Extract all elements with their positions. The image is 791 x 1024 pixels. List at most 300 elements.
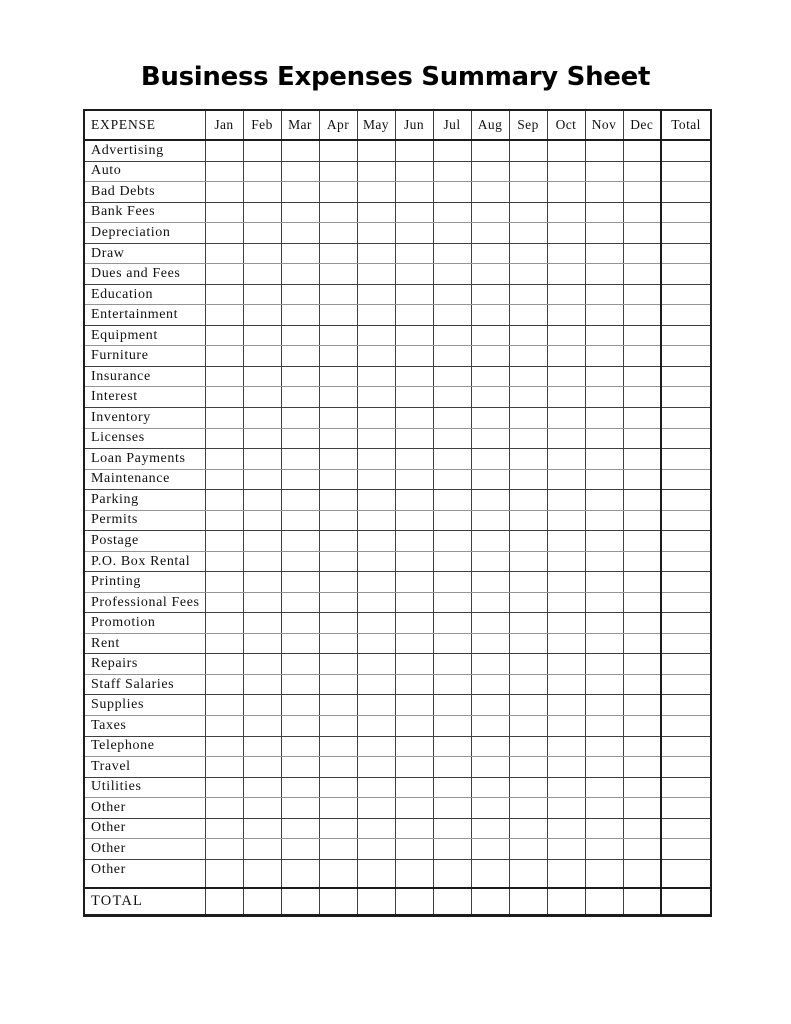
month-value-cell-aug xyxy=(471,140,509,161)
month-value-cell-mar xyxy=(281,346,319,367)
month-value-cell-jun xyxy=(395,757,433,778)
month-value-cell-aug xyxy=(471,366,509,387)
month-value-cell-aug xyxy=(471,284,509,305)
month-value-cell-dec xyxy=(623,305,661,326)
row-total-cell xyxy=(661,777,711,798)
month-value-cell-aug xyxy=(471,777,509,798)
month-value-cell-mar xyxy=(281,818,319,839)
month-value-cell-jun xyxy=(395,798,433,819)
month-value-cell-mar xyxy=(281,777,319,798)
month-value-cell-apr xyxy=(319,490,357,511)
month-value-cell-oct xyxy=(547,695,585,716)
month-value-cell-may xyxy=(357,428,395,449)
month-value-cell-dec xyxy=(623,449,661,470)
month-value-cell-oct xyxy=(547,182,585,203)
month-value-cell-oct xyxy=(547,592,585,613)
month-value-cell-apr xyxy=(319,408,357,429)
month-value-cell-may xyxy=(357,243,395,264)
month-value-cell-apr xyxy=(319,777,357,798)
expenses-summary-table xyxy=(83,109,712,917)
month-value-cell-feb xyxy=(243,428,281,449)
expense-label: Supplies xyxy=(84,695,205,716)
month-value-cell-aug xyxy=(471,449,509,470)
month-value-cell-jan xyxy=(205,654,243,675)
month-value-cell-nov xyxy=(585,305,623,326)
month-value-cell-feb xyxy=(243,633,281,654)
month-value-cell-nov xyxy=(585,531,623,552)
month-value-cell-oct xyxy=(547,490,585,511)
month-value-cell-jul xyxy=(433,572,471,593)
month-header-jun: Jun xyxy=(395,110,433,140)
month-value-cell-oct xyxy=(547,223,585,244)
month-value-cell-mar xyxy=(281,264,319,285)
month-header-jan: Jan xyxy=(205,110,243,140)
expense-label: Loan Payments xyxy=(84,449,205,470)
expense-rows xyxy=(84,140,711,888)
month-value-cell-jul xyxy=(433,798,471,819)
month-value-cell-may xyxy=(357,223,395,244)
month-value-cell-sep xyxy=(509,243,547,264)
month-value-cell-jul xyxy=(433,551,471,572)
month-value-cell-aug xyxy=(471,182,509,203)
month-value-cell-feb xyxy=(243,715,281,736)
month-value-cell-oct xyxy=(547,757,585,778)
month-value-cell-aug xyxy=(471,736,509,757)
total-month-cell-jun xyxy=(395,888,433,916)
month-value-cell-apr xyxy=(319,325,357,346)
month-value-cell-apr xyxy=(319,736,357,757)
month-value-cell-nov xyxy=(585,243,623,264)
month-value-cell-jul xyxy=(433,674,471,695)
month-value-cell-may xyxy=(357,182,395,203)
month-value-cell-nov xyxy=(585,140,623,161)
month-value-cell-jul xyxy=(433,325,471,346)
month-value-cell-mar xyxy=(281,223,319,244)
month-value-cell-mar xyxy=(281,490,319,511)
month-value-cell-oct xyxy=(547,654,585,675)
row-total-cell xyxy=(661,531,711,552)
month-value-cell-jun xyxy=(395,387,433,408)
month-value-cell-sep xyxy=(509,140,547,161)
month-value-cell-nov xyxy=(585,633,623,654)
month-value-cell-aug xyxy=(471,161,509,182)
month-value-cell-apr xyxy=(319,346,357,367)
expense-label: Promotion xyxy=(84,613,205,634)
month-header-mar: Mar xyxy=(281,110,319,140)
month-value-cell-nov xyxy=(585,161,623,182)
month-value-cell-mar xyxy=(281,408,319,429)
month-value-cell-jul xyxy=(433,736,471,757)
month-value-cell-jan xyxy=(205,490,243,511)
month-value-cell-mar xyxy=(281,325,319,346)
month-value-cell-apr xyxy=(319,428,357,449)
month-header-sep: Sep xyxy=(509,110,547,140)
expense-label: Travel xyxy=(84,757,205,778)
row-total-cell xyxy=(661,818,711,839)
month-value-cell-nov xyxy=(585,325,623,346)
month-value-cell-dec xyxy=(623,654,661,675)
month-value-cell-jun xyxy=(395,469,433,490)
month-value-cell-feb xyxy=(243,695,281,716)
month-value-cell-sep xyxy=(509,305,547,326)
month-value-cell-nov xyxy=(585,387,623,408)
expense-row xyxy=(84,284,711,305)
month-value-cell-apr xyxy=(319,264,357,285)
month-value-cell-mar xyxy=(281,695,319,716)
month-value-cell-mar xyxy=(281,531,319,552)
expense-row xyxy=(84,633,711,654)
month-value-cell-dec xyxy=(623,674,661,695)
month-value-cell-mar xyxy=(281,387,319,408)
month-value-cell-dec xyxy=(623,223,661,244)
expense-row xyxy=(84,818,711,839)
total-month-cell-jul xyxy=(433,888,471,916)
month-value-cell-may xyxy=(357,449,395,470)
month-value-cell-dec xyxy=(623,695,661,716)
month-value-cell-jun xyxy=(395,243,433,264)
month-value-cell-nov xyxy=(585,818,623,839)
month-value-cell-nov xyxy=(585,428,623,449)
month-value-cell-feb xyxy=(243,757,281,778)
row-total-cell xyxy=(661,428,711,449)
month-value-cell-jul xyxy=(433,387,471,408)
month-value-cell-dec xyxy=(623,715,661,736)
month-value-cell-aug xyxy=(471,490,509,511)
month-value-cell-sep xyxy=(509,408,547,429)
month-value-cell-oct xyxy=(547,202,585,223)
month-value-cell-apr xyxy=(319,695,357,716)
month-value-cell-oct xyxy=(547,510,585,531)
expense-label: Other xyxy=(84,818,205,839)
expense-label: Repairs xyxy=(84,654,205,675)
month-value-cell-aug xyxy=(471,243,509,264)
expense-label: Licenses xyxy=(84,428,205,449)
month-value-cell-aug xyxy=(471,408,509,429)
month-value-cell-dec xyxy=(623,798,661,819)
month-value-cell-dec xyxy=(623,264,661,285)
month-value-cell-sep xyxy=(509,366,547,387)
month-value-cell-jan xyxy=(205,695,243,716)
month-value-cell-mar xyxy=(281,757,319,778)
row-total-cell xyxy=(661,654,711,675)
month-value-cell-jul xyxy=(433,223,471,244)
month-value-cell-oct xyxy=(547,613,585,634)
month-value-cell-jun xyxy=(395,633,433,654)
row-total-cell xyxy=(661,757,711,778)
month-value-cell-sep xyxy=(509,592,547,613)
month-header-may: May xyxy=(357,110,395,140)
total-month-cell-aug xyxy=(471,888,509,916)
month-value-cell-dec xyxy=(623,839,661,860)
month-value-cell-jun xyxy=(395,284,433,305)
month-header-nov: Nov xyxy=(585,110,623,140)
month-value-cell-aug xyxy=(471,510,509,531)
month-value-cell-sep xyxy=(509,695,547,716)
month-value-cell-jan xyxy=(205,202,243,223)
month-value-cell-apr xyxy=(319,818,357,839)
month-value-cell-jan xyxy=(205,531,243,552)
month-value-cell-mar xyxy=(281,860,319,888)
total-row-label: TOTAL xyxy=(84,888,205,916)
row-total-cell xyxy=(661,510,711,531)
month-value-cell-oct xyxy=(547,572,585,593)
month-value-cell-nov xyxy=(585,654,623,675)
expense-row xyxy=(84,408,711,429)
month-value-cell-sep xyxy=(509,161,547,182)
expense-row xyxy=(84,715,711,736)
expense-label: Education xyxy=(84,284,205,305)
month-value-cell-sep xyxy=(509,202,547,223)
month-value-cell-jan xyxy=(205,674,243,695)
month-value-cell-jan xyxy=(205,818,243,839)
month-value-cell-may xyxy=(357,674,395,695)
month-value-cell-aug xyxy=(471,839,509,860)
month-value-cell-jun xyxy=(395,264,433,285)
expense-label: Bank Fees xyxy=(84,202,205,223)
page-title: Business Expenses Summary Sheet xyxy=(140,62,651,92)
month-value-cell-aug xyxy=(471,531,509,552)
month-value-cell-jun xyxy=(395,818,433,839)
month-value-cell-jul xyxy=(433,161,471,182)
month-value-cell-jun xyxy=(395,860,433,888)
month-value-cell-jul xyxy=(433,613,471,634)
month-value-cell-feb xyxy=(243,161,281,182)
row-total-cell xyxy=(661,839,711,860)
month-value-cell-aug xyxy=(471,592,509,613)
expense-label: Utilities xyxy=(84,777,205,798)
month-value-cell-nov xyxy=(585,284,623,305)
month-value-cell-aug xyxy=(471,674,509,695)
month-value-cell-nov xyxy=(585,490,623,511)
month-value-cell-dec xyxy=(623,572,661,593)
month-value-cell-may xyxy=(357,387,395,408)
month-value-cell-apr xyxy=(319,243,357,264)
month-value-cell-sep xyxy=(509,551,547,572)
month-value-cell-mar xyxy=(281,592,319,613)
month-value-cell-may xyxy=(357,551,395,572)
month-value-cell-sep xyxy=(509,715,547,736)
month-value-cell-jul xyxy=(433,633,471,654)
month-value-cell-apr xyxy=(319,798,357,819)
month-value-cell-nov xyxy=(585,264,623,285)
month-value-cell-aug xyxy=(471,798,509,819)
month-value-cell-feb xyxy=(243,449,281,470)
expense-label: Inventory xyxy=(84,408,205,429)
row-total-cell xyxy=(661,223,711,244)
month-value-cell-aug xyxy=(471,325,509,346)
month-value-cell-jun xyxy=(395,777,433,798)
row-total-cell xyxy=(661,408,711,429)
row-total-cell xyxy=(661,736,711,757)
expense-row xyxy=(84,777,711,798)
month-value-cell-jul xyxy=(433,140,471,161)
expense-label: Printing xyxy=(84,572,205,593)
month-value-cell-may xyxy=(357,284,395,305)
month-value-cell-apr xyxy=(319,510,357,531)
month-value-cell-dec xyxy=(623,182,661,203)
month-value-cell-may xyxy=(357,366,395,387)
month-value-cell-jan xyxy=(205,510,243,531)
expense-label: Entertainment xyxy=(84,305,205,326)
total-month-cell-oct xyxy=(547,888,585,916)
total-month-cell-dec xyxy=(623,888,661,916)
month-value-cell-jun xyxy=(395,572,433,593)
expense-label: Furniture xyxy=(84,346,205,367)
expense-row xyxy=(84,469,711,490)
row-total-cell xyxy=(661,305,711,326)
month-value-cell-apr xyxy=(319,202,357,223)
row-total-cell xyxy=(661,202,711,223)
month-value-cell-sep xyxy=(509,284,547,305)
month-value-cell-mar xyxy=(281,572,319,593)
month-value-cell-nov xyxy=(585,223,623,244)
row-total-cell xyxy=(661,860,711,888)
month-value-cell-jan xyxy=(205,305,243,326)
month-value-cell-jun xyxy=(395,305,433,326)
expense-row xyxy=(84,305,711,326)
month-value-cell-jan xyxy=(205,860,243,888)
month-value-cell-jan xyxy=(205,264,243,285)
expense-row xyxy=(84,654,711,675)
month-value-cell-sep xyxy=(509,387,547,408)
month-value-cell-feb xyxy=(243,818,281,839)
row-total-cell xyxy=(661,449,711,470)
month-value-cell-dec xyxy=(623,551,661,572)
expense-row xyxy=(84,428,711,449)
month-value-cell-jul xyxy=(433,264,471,285)
month-value-cell-feb xyxy=(243,202,281,223)
month-value-cell-apr xyxy=(319,531,357,552)
month-value-cell-jun xyxy=(395,551,433,572)
month-value-cell-apr xyxy=(319,305,357,326)
total-month-cell-nov xyxy=(585,888,623,916)
expense-label: Equipment xyxy=(84,325,205,346)
month-value-cell-may xyxy=(357,715,395,736)
month-value-cell-sep xyxy=(509,346,547,367)
month-value-cell-jan xyxy=(205,469,243,490)
month-value-cell-jun xyxy=(395,449,433,470)
month-value-cell-nov xyxy=(585,757,623,778)
month-value-cell-feb xyxy=(243,860,281,888)
month-value-cell-feb xyxy=(243,182,281,203)
expense-label: Other xyxy=(84,860,205,888)
month-value-cell-nov xyxy=(585,346,623,367)
month-value-cell-dec xyxy=(623,202,661,223)
month-value-cell-apr xyxy=(319,592,357,613)
expense-row xyxy=(84,243,711,264)
expense-row xyxy=(84,325,711,346)
month-header-oct: Oct xyxy=(547,110,585,140)
month-value-cell-feb xyxy=(243,490,281,511)
month-value-cell-dec xyxy=(623,408,661,429)
total-month-cell-sep xyxy=(509,888,547,916)
expense-column-header: EXPENSE xyxy=(84,110,205,140)
expense-label: Taxes xyxy=(84,715,205,736)
month-value-cell-jul xyxy=(433,182,471,203)
month-value-cell-mar xyxy=(281,613,319,634)
expense-label: Staff Salaries xyxy=(84,674,205,695)
month-value-cell-jun xyxy=(395,736,433,757)
expense-row xyxy=(84,613,711,634)
month-value-cell-mar xyxy=(281,449,319,470)
month-value-cell-jul xyxy=(433,366,471,387)
month-value-cell-jan xyxy=(205,592,243,613)
month-value-cell-dec xyxy=(623,325,661,346)
month-value-cell-dec xyxy=(623,346,661,367)
month-value-cell-jan xyxy=(205,284,243,305)
row-total-cell xyxy=(661,161,711,182)
month-value-cell-mar xyxy=(281,305,319,326)
month-value-cell-nov xyxy=(585,408,623,429)
month-value-cell-aug xyxy=(471,202,509,223)
month-value-cell-nov xyxy=(585,510,623,531)
month-value-cell-apr xyxy=(319,387,357,408)
month-value-cell-feb xyxy=(243,387,281,408)
month-value-cell-may xyxy=(357,633,395,654)
month-value-cell-feb xyxy=(243,592,281,613)
month-value-cell-aug xyxy=(471,715,509,736)
total-month-cell-jan xyxy=(205,888,243,916)
month-value-cell-aug xyxy=(471,305,509,326)
month-value-cell-oct xyxy=(547,243,585,264)
month-value-cell-jun xyxy=(395,161,433,182)
expense-row xyxy=(84,674,711,695)
row-total-cell xyxy=(661,469,711,490)
month-value-cell-jul xyxy=(433,408,471,429)
month-value-cell-apr xyxy=(319,674,357,695)
month-value-cell-oct xyxy=(547,860,585,888)
month-value-cell-may xyxy=(357,757,395,778)
month-value-cell-sep xyxy=(509,510,547,531)
month-value-cell-jun xyxy=(395,510,433,531)
expense-row xyxy=(84,572,711,593)
row-total-cell xyxy=(661,715,711,736)
month-value-cell-may xyxy=(357,839,395,860)
total-month-cell-feb xyxy=(243,888,281,916)
month-value-cell-oct xyxy=(547,674,585,695)
month-value-cell-nov xyxy=(585,449,623,470)
month-value-cell-nov xyxy=(585,695,623,716)
month-value-cell-jan xyxy=(205,223,243,244)
month-value-cell-aug xyxy=(471,264,509,285)
month-value-cell-aug xyxy=(471,860,509,888)
month-value-cell-jan xyxy=(205,613,243,634)
month-value-cell-may xyxy=(357,798,395,819)
month-value-cell-aug xyxy=(471,346,509,367)
month-value-cell-mar xyxy=(281,182,319,203)
month-value-cell-jul xyxy=(433,715,471,736)
expense-label: Advertising xyxy=(84,140,205,161)
month-value-cell-may xyxy=(357,264,395,285)
month-value-cell-jul xyxy=(433,860,471,888)
row-total-cell xyxy=(661,695,711,716)
month-value-cell-dec xyxy=(623,510,661,531)
month-value-cell-may xyxy=(357,654,395,675)
expense-label: Interest xyxy=(84,387,205,408)
month-value-cell-jan xyxy=(205,736,243,757)
month-value-cell-may xyxy=(357,531,395,552)
month-value-cell-feb xyxy=(243,613,281,634)
month-value-cell-mar xyxy=(281,140,319,161)
month-value-cell-may xyxy=(357,736,395,757)
month-value-cell-jun xyxy=(395,223,433,244)
month-value-cell-aug xyxy=(471,654,509,675)
expense-label: Other xyxy=(84,798,205,819)
month-value-cell-nov xyxy=(585,674,623,695)
month-value-cell-sep xyxy=(509,469,547,490)
month-value-cell-jan xyxy=(205,757,243,778)
month-value-cell-jul xyxy=(433,305,471,326)
